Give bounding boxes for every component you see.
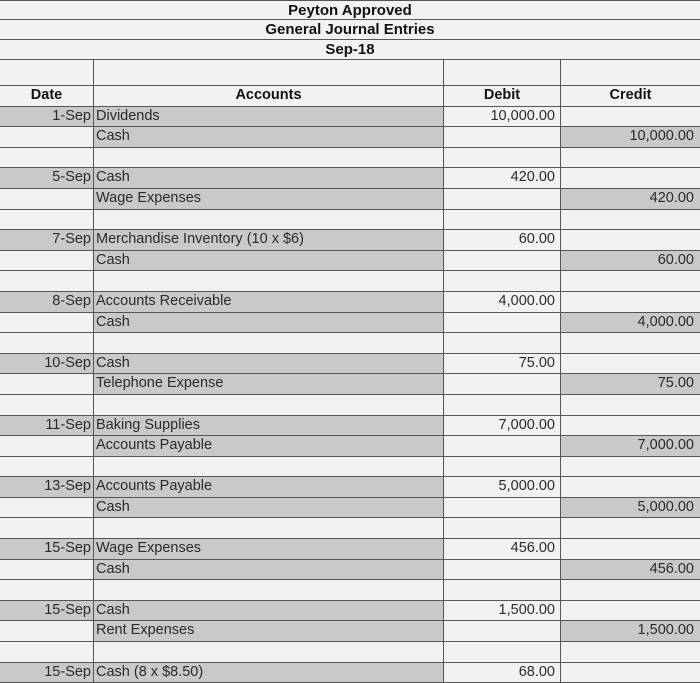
credit-amount: 5,000.00: [561, 498, 700, 518]
debit-amount: 68.00: [444, 663, 561, 683]
debit-account: Cash: [94, 354, 444, 374]
blank-line: [0, 518, 700, 539]
entry-date: 11-Sep: [0, 416, 94, 436]
debit-empty: [444, 251, 561, 271]
debit-account: Cash: [94, 601, 444, 621]
debit-account: Merchandise Inventory (10 x $6): [94, 230, 444, 250]
date-empty: [0, 127, 94, 147]
journal-title: General Journal Entries: [0, 20, 700, 40]
entry-date: 5-Sep: [0, 168, 94, 188]
credit-line: [0, 498, 700, 519]
debit-line: [0, 416, 700, 437]
journal-body: [0, 107, 700, 683]
debit-empty: [444, 498, 561, 518]
debit-account: Cash (8 x $8.50): [94, 663, 444, 683]
debit-amount: 60.00: [444, 230, 561, 250]
entry-date: 8-Sep: [0, 292, 94, 312]
credit-empty: [561, 107, 700, 127]
debit-empty: [444, 621, 561, 641]
credit-line: [0, 436, 700, 457]
credit-empty: [561, 663, 700, 683]
spacer-row: [0, 60, 700, 86]
debit-empty: [444, 374, 561, 394]
blank-line: [0, 457, 700, 478]
credit-empty: [561, 601, 700, 621]
debit-empty: [444, 127, 561, 147]
debit-amount: 7,000.00: [444, 416, 561, 436]
debit-line: [0, 107, 700, 128]
credit-line: [0, 621, 700, 642]
credit-empty: [561, 416, 700, 436]
credit-line: [0, 127, 700, 148]
date-empty: [0, 621, 94, 641]
debit-line: [0, 477, 700, 498]
blank-line: [0, 333, 700, 354]
date-empty: [0, 374, 94, 394]
credit-account: Cash: [94, 313, 444, 333]
debit-line: [0, 663, 700, 683]
debit-amount: 4,000.00: [444, 292, 561, 312]
credit-account: Cash: [94, 560, 444, 580]
entry-date: 15-Sep: [0, 663, 94, 683]
blank-line: [0, 148, 700, 169]
debit-line: [0, 601, 700, 622]
credit-empty: [561, 477, 700, 497]
date-empty: [0, 560, 94, 580]
entry-date: 15-Sep: [0, 601, 94, 621]
date-empty: [0, 189, 94, 209]
debit-empty: [444, 436, 561, 456]
debit-amount: 456.00: [444, 539, 561, 559]
credit-account: Wage Expenses: [94, 189, 444, 209]
column-header-date: Date: [0, 86, 94, 106]
debit-account: Accounts Payable: [94, 477, 444, 497]
debit-account: Wage Expenses: [94, 539, 444, 559]
credit-empty: [561, 354, 700, 374]
entry-date: 10-Sep: [0, 354, 94, 374]
debit-account: Accounts Receivable: [94, 292, 444, 312]
entry-date: 13-Sep: [0, 477, 94, 497]
entry-date: 1-Sep: [0, 107, 94, 127]
blank-line: [0, 395, 700, 416]
debit-amount: 10,000.00: [444, 107, 561, 127]
date-empty: [0, 313, 94, 333]
debit-account: Baking Supplies: [94, 416, 444, 436]
debit-amount: 1,500.00: [444, 601, 561, 621]
debit-empty: [444, 189, 561, 209]
blank-line: [0, 210, 700, 231]
credit-empty: [561, 539, 700, 559]
credit-line: [0, 189, 700, 210]
credit-amount: 1,500.00: [561, 621, 700, 641]
debit-amount: 420.00: [444, 168, 561, 188]
entry-date: 7-Sep: [0, 230, 94, 250]
credit-account: Telephone Expense: [94, 374, 444, 394]
date-empty: [0, 498, 94, 518]
column-header-row: [0, 86, 700, 107]
credit-account: Cash: [94, 498, 444, 518]
credit-empty: [561, 168, 700, 188]
column-header-credit: Credit: [609, 87, 652, 103]
credit-line: [0, 560, 700, 581]
journal-period: Sep-18: [0, 40, 700, 60]
debit-empty: [444, 313, 561, 333]
debit-empty: [444, 560, 561, 580]
debit-account: Cash: [94, 168, 444, 188]
column-header-debit: Debit: [444, 86, 561, 106]
blank-line: [0, 642, 700, 663]
credit-empty: [561, 292, 700, 312]
debit-line: [0, 292, 700, 313]
debit-line: [0, 354, 700, 375]
credit-amount: 75.00: [561, 374, 700, 394]
debit-line: [0, 168, 700, 189]
credit-amount: 7,000.00: [561, 436, 700, 456]
credit-account: Rent Expenses: [94, 621, 444, 641]
blank-line: [0, 271, 700, 292]
credit-account: Cash: [94, 127, 444, 147]
credit-account: Cash: [94, 251, 444, 271]
date-empty: [0, 251, 94, 271]
credit-amount: 456.00: [561, 560, 700, 580]
column-header-accounts: Accounts: [94, 86, 444, 106]
credit-amount: 60.00: [561, 251, 700, 271]
date-empty: [0, 436, 94, 456]
debit-line: [0, 230, 700, 251]
credit-amount: 420.00: [561, 189, 700, 209]
blank-line: [0, 580, 700, 601]
debit-account: Dividends: [94, 107, 444, 127]
credit-line: [0, 374, 700, 395]
credit-line: [0, 313, 700, 334]
debit-amount: 5,000.00: [444, 477, 561, 497]
debit-line: [0, 539, 700, 560]
debit-amount: 75.00: [444, 354, 561, 374]
credit-amount: 10,000.00: [561, 127, 700, 147]
credit-account: Accounts Payable: [94, 436, 444, 456]
company-name: Peyton Approved: [0, 0, 700, 20]
credit-line: [0, 251, 700, 272]
entry-date: 15-Sep: [0, 539, 94, 559]
credit-amount: 4,000.00: [561, 313, 700, 333]
credit-empty: [561, 230, 700, 250]
